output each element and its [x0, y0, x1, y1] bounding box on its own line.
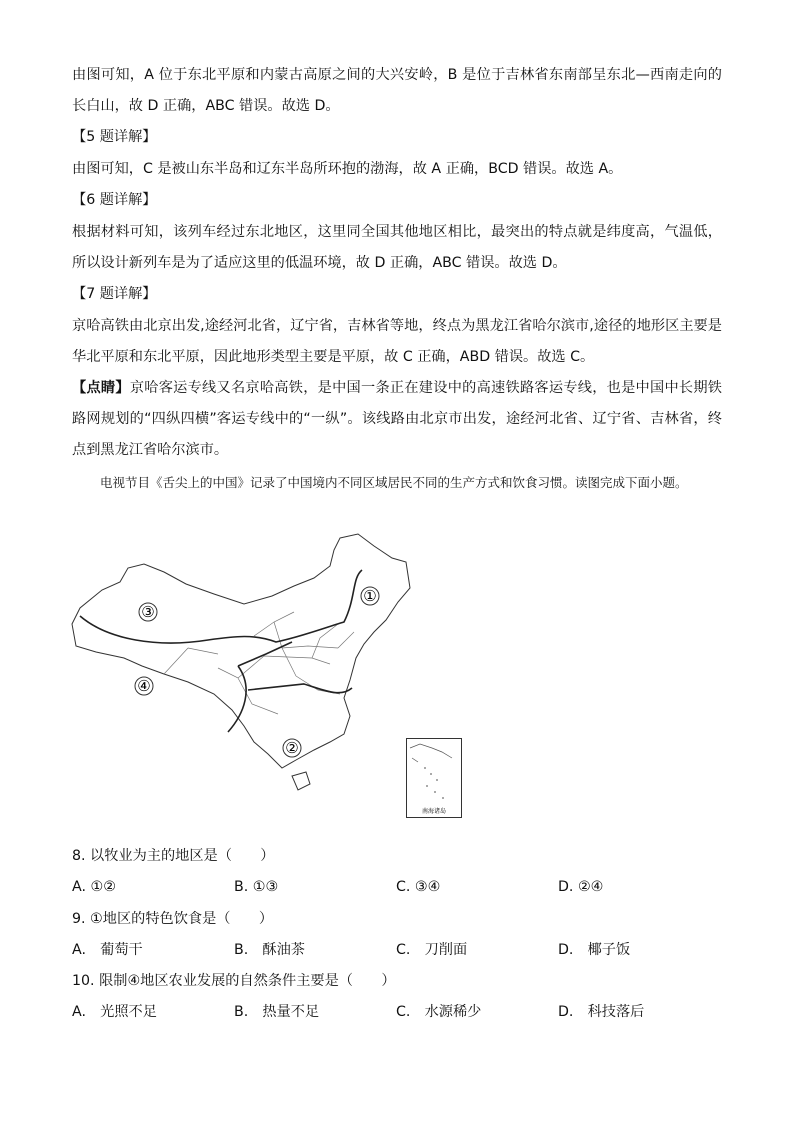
- region-4-label: ④: [137, 677, 151, 695]
- question-10-option-a[interactable]: A. 光照不足: [72, 1004, 157, 1020]
- region-2-label: ②: [285, 739, 299, 757]
- region-1-label: ①: [363, 587, 377, 605]
- region-boundary-line: [228, 642, 352, 732]
- tip-label: 【点睛】: [72, 380, 130, 396]
- question-9-option-b[interactable]: B. 酥油茶: [234, 942, 305, 958]
- question-9-stem: 9. ①地区的特色饮食是（ ）: [72, 911, 274, 927]
- answer-5-explanation: 由图可知，C 是被山东半岛和辽东半岛所环抱的渤海，故 A 正确，BCD 错误。故选 A。: [72, 161, 623, 177]
- question-9-option-c[interactable]: C. 刀削面: [396, 942, 468, 958]
- inset-label: 南海诸岛: [421, 808, 447, 815]
- question-10-option-c[interactable]: C. 水源稀少: [396, 1004, 482, 1020]
- answer-7-heading: 【7 题详解】: [72, 286, 157, 302]
- island-hainan: [292, 772, 310, 790]
- south-china-sea-inset: [406, 738, 462, 818]
- question-intro: 电视节目《舌尖上的中国》记录了中国境内不同区域居民不同的生产方式和饮食习惯。读图完成下面小题。: [100, 475, 688, 490]
- china-region-map: [68, 528, 438, 823]
- answer-5-heading: 【5 题详解】: [72, 129, 157, 145]
- inset-frame: [407, 739, 462, 818]
- answer-6-explanation: 根据材料可知，该列车经过东北地区，这里同全国其他地区相比，最突出的特点就是纬度高，气温低，所以设计新列车是为了适应这里的低温环境，故 D 正确，ABC 错误。故选 D。: [72, 224, 722, 271]
- question-10-options: [72, 997, 722, 1028]
- question-8-option-a[interactable]: A. ①②: [72, 879, 116, 895]
- region-3-label: ③: [141, 603, 155, 621]
- question-8-options: [72, 872, 722, 903]
- china-outline: [72, 534, 410, 768]
- question-8-option-c[interactable]: C. ③④: [396, 879, 441, 895]
- question-10-stem: 10. 限制④地区农业发展的自然条件主要是（ ）: [72, 973, 396, 989]
- tip-text: 京哈客运专线又名京哈高铁，是中国一条正在建设中的高速铁路客运专线，也是中国中长期铁路网规划的“四纵四横”客运专线中的“一纵”。该线路由北京市出发，途经河北省、辽宁省、吉林省，终点到黑龙江省哈尔滨市。: [72, 380, 722, 458]
- answer-6-heading: 【6 题详解】: [72, 192, 157, 208]
- answer-4-explanation: 由图可知，A 位于东北平原和内蒙古高原之间的大兴安岭，B 是位于吉林省东南部呈东北—西南走向的长白山，故 D 正确，ABC 错误。故选 D。: [72, 67, 722, 114]
- question-10-option-d[interactable]: D. 科技落后: [558, 1004, 645, 1020]
- question-9-option-a[interactable]: A. 葡萄干: [72, 942, 143, 958]
- question-8-stem: 8. 以牧业为主的地区是（ ）: [72, 848, 275, 864]
- question-10-option-b[interactable]: B. 热量不足: [234, 1004, 320, 1020]
- question-9-option-d[interactable]: D. 椰子饭: [558, 942, 631, 958]
- region-boundary-line: [80, 570, 362, 643]
- question-9-options: [72, 935, 722, 966]
- question-8-option-d[interactable]: D. ②④: [558, 879, 604, 895]
- question-8-option-b[interactable]: B. ①③: [234, 879, 279, 895]
- answer-7-explanation: 京哈高铁由北京出发,途经河北省，辽宁省，吉林省等地，终点为黑龙江省哈尔滨市,途径的地形区主要是华北平原和东北平原，因此地形类型主要是平原，故 C 正确，ABD 错误。故选 C。: [72, 318, 722, 365]
- tip-paragraph: [72, 373, 722, 466]
